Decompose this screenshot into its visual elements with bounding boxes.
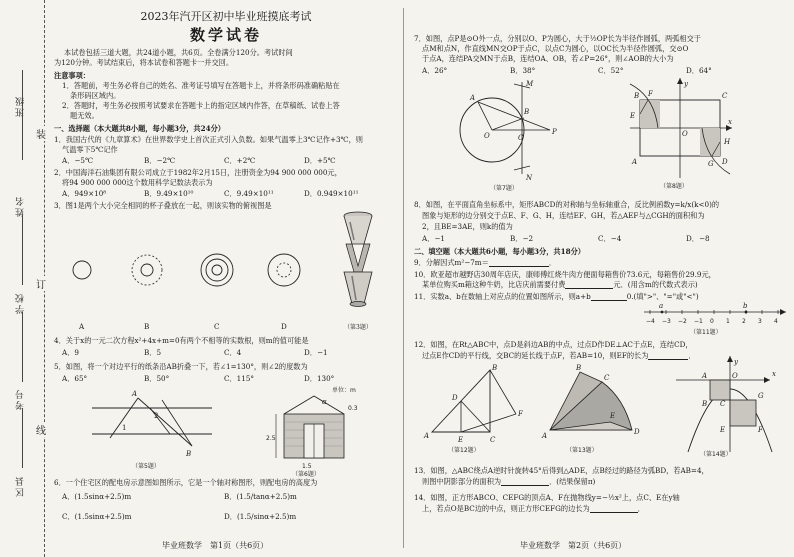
q5-option-c: C．115° xyxy=(224,374,254,383)
page-2 xyxy=(410,0,790,557)
q3-option-a: A xyxy=(79,322,85,331)
q2-option-b: B．9.49×10¹⁰ xyxy=(144,189,194,198)
binding-line xyxy=(22,70,23,130)
field-class-label: 班级 xyxy=(16,95,26,117)
q5-text: 5．如图，将一个对边平行的纸条沿AB折叠一下，若∠1=130°，则∠2的度数为 xyxy=(54,362,308,371)
q3-option-c: C xyxy=(214,322,220,331)
svg-text:F: F xyxy=(518,410,523,418)
intro-line: 为120分钟。考试结束后，将本试卷和答题卡一并交回。 xyxy=(54,58,234,67)
svg-text:H: H xyxy=(724,138,731,146)
svg-text:b: b xyxy=(743,302,748,310)
svg-text:M: M xyxy=(526,80,534,88)
field-district-label: 区县 xyxy=(16,475,26,497)
svg-text:C: C xyxy=(490,436,496,444)
q11-tick-label: 0 xyxy=(710,318,714,325)
q7-option-d: D．64° xyxy=(686,66,712,75)
field-name-label: 姓名 xyxy=(16,195,26,217)
q3-cups-figure xyxy=(344,212,372,307)
page-1 xyxy=(52,0,400,557)
svg-text:α: α xyxy=(322,398,327,406)
q11-tick-label: 4 xyxy=(774,318,778,325)
notice-line: 1．答题前，考生务必将自己的姓名、准考证号填写在答题卡上，并将条形码准确粘贴在 xyxy=(62,81,340,90)
svg-text:1: 1 xyxy=(122,424,127,432)
q6-dim-top: 0.3 xyxy=(348,405,358,412)
q7-text: 于点A，连结PA交MN于点B，连结OA、OB，若∠P=26°，则∠AOB的大小为 xyxy=(422,54,674,63)
page-1-footer: 毕业班数学 第1页（共6页） xyxy=(162,541,269,550)
q2-text: 2．中国海洋石油集团有限公司成立于1982年2月15日，注册资金为94 900 000 000元， xyxy=(54,168,342,177)
q8-text: 8．如图，在平面直角坐标系中，矩形ABCD的对称轴与坐标轴重合，反比例函数y=k/x(k<0)的 xyxy=(414,200,720,209)
svg-text:C: C xyxy=(720,400,726,408)
q8-caption: （第8题） xyxy=(660,183,688,190)
q3-caption: （第3题） xyxy=(344,324,372,331)
q1-option-a: A．−5℃ xyxy=(62,156,94,165)
q6-option-a: A．(1.5sinα+2.5)m xyxy=(62,492,132,501)
svg-text:A: A xyxy=(424,432,430,440)
q7-option-b: B．38° xyxy=(510,66,536,75)
q3-shape-c-inner xyxy=(212,265,222,275)
svg-text:a: a xyxy=(659,302,664,310)
q8-option-b: B．−2 xyxy=(510,234,534,243)
svg-text:B: B xyxy=(524,108,530,116)
intro-line: 本试卷包括三道大题，共24道小题，共6页。全卷满分120分。考试时间 xyxy=(64,48,293,57)
q8-figure xyxy=(620,78,740,188)
q1-text: 气温零下5℃记作 xyxy=(62,145,118,154)
svg-text:F: F xyxy=(758,426,763,434)
q8-text: 2，且BE=3AE，则k的值为 xyxy=(422,222,513,231)
svg-text:N: N xyxy=(526,174,533,182)
svg-text:A: A xyxy=(702,372,708,380)
q3-shape-c-mid xyxy=(206,259,228,281)
svg-text:B: B xyxy=(576,364,582,372)
q4-text: 4．关于x的一元二次方程x²+4x+m=0有两个不相等的实数根，则m的值可能是 xyxy=(54,336,309,345)
q11-number-line xyxy=(640,300,790,336)
q6-caption: （第6题） xyxy=(292,471,320,478)
q1-option-d: D．+5℃ xyxy=(304,156,336,165)
q7-option-a: A．26° xyxy=(422,66,448,75)
notice-line: 条形码区域内。 xyxy=(70,91,121,100)
q3-shape-d xyxy=(268,254,300,286)
q4-option-b: B．5 xyxy=(144,348,162,357)
svg-text:O: O xyxy=(682,130,688,138)
q7-text: 点M和点N，作直线MN交OP于点C，以点C为圆心，以OC长为半径作圆弧，交⊙O xyxy=(422,44,689,53)
svg-text:E: E xyxy=(630,112,636,120)
svg-text:G: G xyxy=(758,392,764,400)
q12-text: 过点E作CD的平行线，交BC的延长线于点F，若AB=10，则EF的长为 ． xyxy=(422,351,696,360)
q3-shape-a xyxy=(73,261,91,279)
notice-line: 2．答题时，考生务必按照考试要求在答题卡上的指定区域内作答，在草稿纸、试卷上答 xyxy=(62,101,340,110)
section1-heading: 一、选择题（本大题共8小题，每小题3分，共24分） xyxy=(54,124,225,133)
svg-text:E: E xyxy=(458,436,464,444)
q12-figure xyxy=(420,362,530,452)
q6-unit-label: 单位：m xyxy=(332,387,356,394)
svg-text:A: A xyxy=(470,94,476,102)
q13-text: 13．如图，△ABC绕点A逆时针旋转45°后得到△ADE，点B经过的路径为弧BD，若AB=4， xyxy=(414,466,709,475)
q11-tick-label: −4 xyxy=(646,318,655,325)
q13-text: 则图中阴影部分的面积为 ．(结果保留π) xyxy=(422,477,596,486)
svg-text:B: B xyxy=(492,364,498,372)
q13-caption: （第13题） xyxy=(566,447,598,454)
q3-text: 3．图1是两个大小完全相同的杯子叠放在一起，则该实物的俯视图是 xyxy=(54,201,272,210)
q2-option-c: C．9.49×10¹¹ xyxy=(224,189,274,198)
q14-caption: （第14题） xyxy=(700,451,732,458)
q8-option-d: D．−8 xyxy=(686,234,710,243)
svg-text:C: C xyxy=(722,92,728,100)
q6-dim-height: 2.5 xyxy=(266,435,276,442)
q14-text: 上，若点O是BC边的中点，则正方形CEFG的边长为 ． xyxy=(422,504,645,513)
cut-char: 装 xyxy=(36,126,46,141)
q7-option-c: C．52° xyxy=(598,66,624,75)
svg-text:x: x xyxy=(772,370,776,378)
svg-text:P: P xyxy=(552,128,557,136)
binding-line xyxy=(22,215,23,285)
q8-option-c: C．−4 xyxy=(598,234,622,243)
q1-option-c: C．+2℃ xyxy=(224,156,256,165)
svg-text:G: G xyxy=(708,160,714,168)
exam-subtitle: 数学试卷 xyxy=(189,26,262,44)
q11-caption: （第11题） xyxy=(690,329,722,336)
svg-text:E: E xyxy=(720,426,726,434)
notice-heading: 注意事项： xyxy=(54,71,90,80)
q5-option-a: A．65° xyxy=(62,374,88,383)
svg-text:C: C xyxy=(518,134,524,142)
q14-figure xyxy=(670,356,780,456)
svg-text:B: B xyxy=(702,400,708,408)
q3-shape-b xyxy=(132,255,162,285)
binding-line xyxy=(22,312,23,382)
q7-caption: （第7题） xyxy=(490,185,518,192)
svg-text:E: E xyxy=(610,412,616,420)
cut-char: 线 xyxy=(36,422,46,437)
q11-tick-label: −2 xyxy=(678,318,687,325)
q6-option-c: C．(1.5sinα+2.5)m xyxy=(62,512,132,521)
q2-option-a: A．949×10⁸ xyxy=(62,189,107,198)
q6-text: 6．一个住宅区的配电房示意图如图所示，它是一个轴对称图形，则配电房的高度为 xyxy=(54,478,318,487)
field-examno-label: 考号 xyxy=(16,388,26,410)
q1-option-b: B．−2℃ xyxy=(144,156,176,165)
binding-line xyxy=(22,408,23,468)
q5-option-d: D．130° xyxy=(304,374,335,383)
field-school-label: 学校 xyxy=(16,292,26,314)
svg-text:y: y xyxy=(684,80,688,88)
q11-text: 11．实数a、b在数轴上对应点的位置如图所示，则a+b 0.(填">"、"="或"<") xyxy=(414,292,699,301)
q11-tick-label: 1 xyxy=(726,318,730,325)
q9-text: 9．分解因式m²−7m＝ ． xyxy=(414,258,557,267)
q3-option-b: B xyxy=(144,322,150,331)
svg-text:F: F xyxy=(648,90,653,98)
q8-option-a: A．−1 xyxy=(422,234,445,243)
binding-line xyxy=(22,130,23,160)
q5-figure xyxy=(92,390,222,470)
svg-text:A: A xyxy=(632,158,638,166)
exam-title: 2023年汽开区初中毕业班摸底考试 xyxy=(140,10,312,23)
q13-figure xyxy=(540,362,650,452)
svg-text:D: D xyxy=(634,428,640,436)
svg-text:O: O xyxy=(484,132,490,140)
q2-text: 将94 900 000 000这个数用科学记数法表示为 xyxy=(62,178,213,187)
svg-text:D: D xyxy=(452,394,458,402)
q12-text: 12．如图，在Rt△ABC中，点D是斜边AB的中点，过点D作DE⊥AC于点E，连结CD， xyxy=(414,340,693,349)
page-divider xyxy=(403,8,404,548)
q10-text: 10．欧亚超市越野店30周年店庆，康师傅红烧牛肉方便面每箱售价73.6元，每箱售价29.9元， xyxy=(414,270,716,279)
svg-text:x: x xyxy=(728,118,732,126)
q4-option-d: D．−1 xyxy=(304,348,328,357)
q3-option-d: D xyxy=(281,322,287,331)
q1-text: 1．我国古代的《九章算术》在世界数学史上首次正式引入负数。如果气温零上3℃记作+3℃，则 xyxy=(54,135,363,144)
q6-figure xyxy=(262,384,372,478)
page-2-footer: 毕业班数学 第2页（共6页） xyxy=(520,541,627,550)
svg-text:B: B xyxy=(634,92,640,100)
section2-heading: 二、填空题（本大题共6小题，每小题3分，共18分） xyxy=(414,247,585,256)
notice-line: 题无效。 xyxy=(70,111,99,120)
q6-option-b: B．(1.5/tanα+2.5)m xyxy=(224,492,297,501)
q14-text: 14．如图，正方形ABCO、CEFG的顶点A、F在抛物线y=−½x²上，点C、E在y轴 xyxy=(414,493,680,502)
q12-caption: （第12题） xyxy=(448,447,480,454)
binding-strip xyxy=(0,0,45,557)
q11-tick-label: 3 xyxy=(758,318,762,325)
q3-figures xyxy=(52,210,400,340)
q8-text: 图象与矩形的边分别交于点E、F、G、H，连结EF、GH，若△AEF与△CGH的面积和为 xyxy=(422,211,705,220)
q7-text: 7．如图，点P是⊙O外一点，分别以O、P为圆心，大于½OP长为半径作圆弧，两弧相交于 xyxy=(414,34,701,43)
q7-figure xyxy=(450,78,590,192)
q2-option-d: D．0.949×10¹¹ xyxy=(304,189,359,198)
svg-text:B: B xyxy=(186,450,192,458)
q11-tick-label: −1 xyxy=(694,318,703,325)
svg-text:A: A xyxy=(132,390,138,398)
q6-dim-width: 1.5 xyxy=(302,463,312,470)
svg-text:y: y xyxy=(734,358,738,366)
q11-tick-label: −3 xyxy=(662,318,671,325)
q5-caption: （第5题） xyxy=(132,463,160,470)
q11-tick-label: 2 xyxy=(742,318,746,325)
q3-shape-d-inner xyxy=(277,263,291,277)
q4-option-c: C．4 xyxy=(224,348,242,357)
q6-option-d: D．(1.5/sinα+2.5)m xyxy=(224,512,297,521)
q3-shape-b-inner xyxy=(141,264,153,276)
svg-text:C: C xyxy=(604,374,610,382)
svg-text:O: O xyxy=(732,372,738,380)
q4-option-a: A．9 xyxy=(62,348,79,357)
q10-text: 某单位购买m箱这种牛奶，比店庆前需要付费 元．(用含m的代数式表示) xyxy=(422,280,698,289)
q5-option-b: B．50° xyxy=(144,374,170,383)
cut-char: 订 xyxy=(36,276,46,291)
svg-text:D: D xyxy=(722,158,728,166)
svg-text:A: A xyxy=(542,432,548,440)
svg-text:2: 2 xyxy=(154,412,159,420)
